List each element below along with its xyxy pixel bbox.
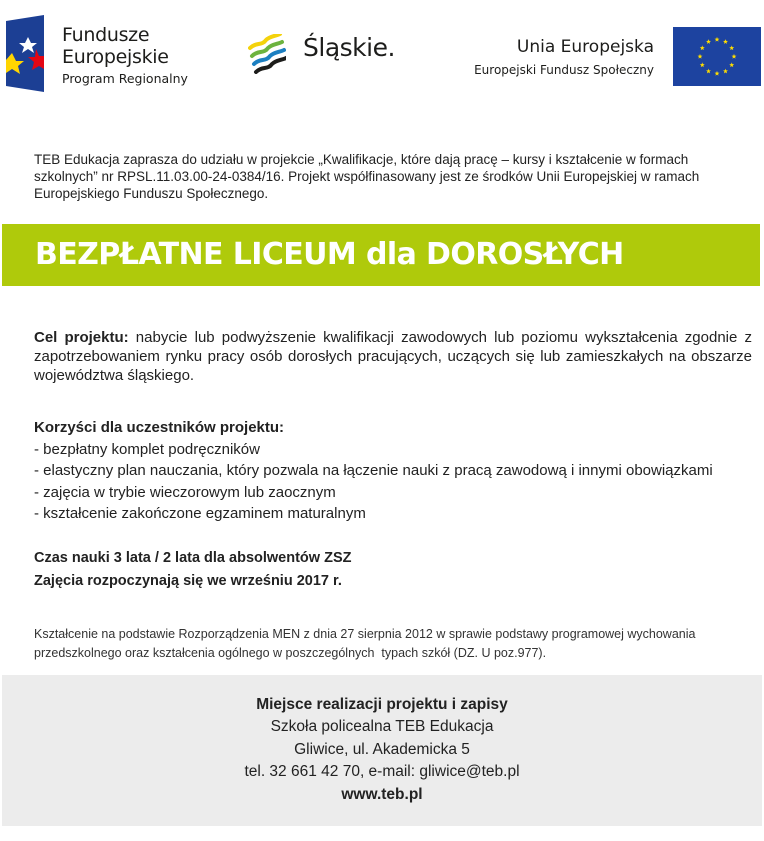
ue-logo-subtitle: Europejski Fundusz Społeczny <box>474 63 654 77</box>
project-goal <box>34 328 752 385</box>
duration-section <box>34 547 351 593</box>
goal-label: Cel projektu: <box>34 329 129 346</box>
eu-flag-icon <box>673 27 761 86</box>
banner-title: BEZPŁATNE LICEUM dla DOROSŁYCH <box>35 237 624 272</box>
legal-line: Kształcenie na podstawie Rozporządzenia MEN z dnia 27 sierpnia 2012 w sprawie podstawy programowej wychowania <box>34 627 696 641</box>
contact-phone-email[interactable]: tel. 32 661 42 70, e-mail: gliwice@teb.pl <box>244 763 520 780</box>
slaskie-logo-text: Śląskie. <box>303 33 395 62</box>
contact-school: Szkoła policealna TEB Edukacja <box>270 718 494 735</box>
benefit-item: - bezpłatny komplet podręczników <box>34 440 260 458</box>
benefit-item: - elastyczny plan nauczania, który pozwala na łączenie nauki z pracą zawodową i innymi obowiązkami <box>34 462 713 479</box>
fe-title-line1: Fundusze <box>62 24 150 46</box>
start-date-line: Zajęcia rozpoczynają się we wrześniu 2017 r. <box>34 573 342 589</box>
benefit-item: - kształcenie zakończone egzaminem maturalnym <box>34 505 366 522</box>
contact-box <box>2 675 762 826</box>
website-link[interactable]: www.teb.pl <box>341 785 423 803</box>
fe-title-line2: Europejskie <box>62 46 169 68</box>
contact-address: Gliwice, ul. Akademicka 5 <box>294 740 470 758</box>
title-banner <box>2 224 760 286</box>
duration-line: Czas nauki 3 lata / 2 lata dla absolwentów ZSZ <box>34 550 352 566</box>
benefits-section <box>34 417 754 525</box>
intro-paragraph: TEB Edukacja zaprasza do udziału w projekcie „Kwalifikacje, które dają pracę – kursy i kształcenie w formach szkolnych” nr RPSL.11.03.00-24-0384/16. Projekt współfinasowany jest ze środków Unii Europejskiej w ramach Europejskiego Funduszu Społecznego. <box>34 152 700 201</box>
fe-logo-subtitle: Program Regionalny <box>62 71 188 86</box>
legal-note <box>34 625 754 663</box>
benefits-heading: Korzyści dla uczestników projektu: <box>34 419 285 436</box>
legal-line: przedszkolnego oraz kształcenia ogólnego w poszczególnych typach szkół (DZ. U poz.977). <box>34 646 547 660</box>
ue-logo-title: Unia Europejska <box>516 37 654 57</box>
fe-logo-title <box>62 24 169 68</box>
contact-heading: Miejsce realizacji projektu i zapisy <box>256 696 508 713</box>
goal-text: nabycie lub podwyższenie kwalifikacji zawodowych lub poziomu wykształcenia zgodnie z zapotrzebowaniem rynku pracy osób dorosłych pracujących, uczących się lub zamieszkałych na obszarze województwa śląskiego. <box>34 329 752 384</box>
slaskie-waves-icon <box>248 34 286 74</box>
benefit-item: - zajęcia w trybie wieczorowym lub zaocznym <box>34 483 336 501</box>
fe-flag-icon <box>6 15 44 92</box>
